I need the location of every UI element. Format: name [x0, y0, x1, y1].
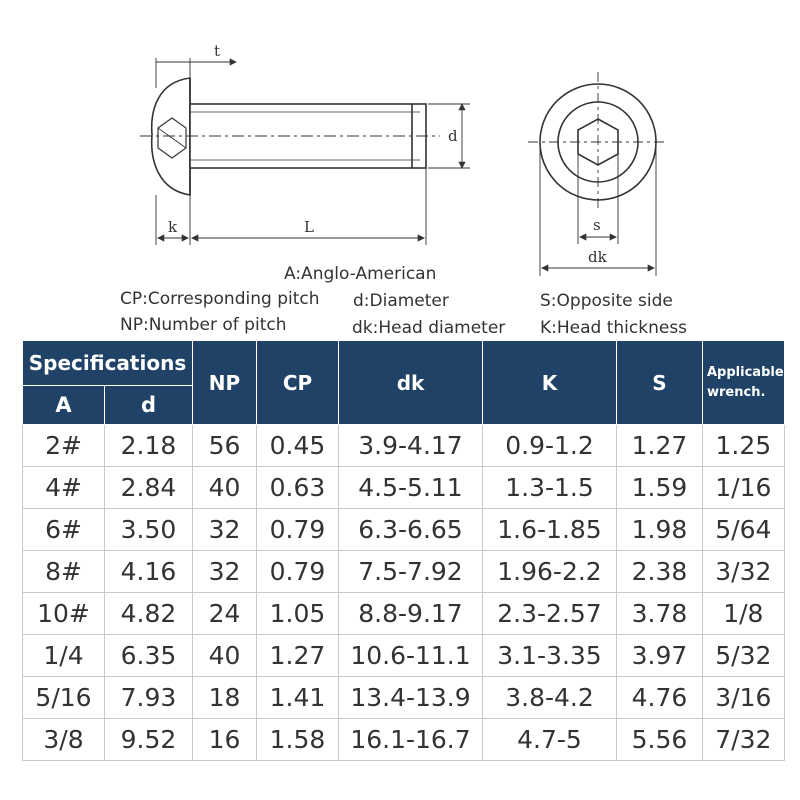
- cell-dk: 10.6-11.1: [339, 635, 483, 677]
- legend-head-thickness: K:Head thickness: [540, 318, 688, 338]
- cell-np: 40: [193, 635, 257, 677]
- cell-a: 6#: [23, 509, 105, 551]
- label-d: d: [448, 127, 458, 145]
- cell-k: 1.96-2.2: [483, 551, 617, 593]
- cell-s: 4.76: [617, 677, 703, 719]
- cell-cp: 1.27: [257, 635, 339, 677]
- cell-a: 1/4: [23, 635, 105, 677]
- cell-wrench: 5/32: [703, 635, 785, 677]
- cell-s: 2.38: [617, 551, 703, 593]
- cell-wrench: 5/64: [703, 509, 785, 551]
- cell-k: 1.6-1.85: [483, 509, 617, 551]
- cell-np: 18: [193, 677, 257, 719]
- spec-table: [22, 340, 785, 761]
- table-row: [23, 593, 785, 635]
- header-cp: CP: [257, 341, 339, 425]
- cell-dk: 8.8-9.17: [339, 593, 483, 635]
- header-applicable-wrench: Applicable wrench.: [703, 341, 785, 425]
- cell-cp: 0.45: [257, 425, 339, 467]
- cell-cp: 1.05: [257, 593, 339, 635]
- header-s: S: [617, 341, 703, 425]
- cell-s: 5.56: [617, 719, 703, 761]
- legend-diameter: d:Diameter: [353, 291, 449, 311]
- table-row: [23, 677, 785, 719]
- cell-s: 1.27: [617, 425, 703, 467]
- cell-k: 3.8-4.2: [483, 677, 617, 719]
- label-dk: dk: [588, 248, 607, 266]
- legend-corresponding-pitch: CP:Corresponding pitch: [120, 289, 320, 309]
- cell-dk: 16.1-16.7: [339, 719, 483, 761]
- header-k: K: [483, 341, 617, 425]
- cell-wrench: 3/32: [703, 551, 785, 593]
- table-row: [23, 719, 785, 761]
- cell-cp: 0.79: [257, 551, 339, 593]
- legend-number-of-pitch: NP:Number of pitch: [120, 315, 287, 335]
- label-t: t: [214, 42, 221, 60]
- table-row: [23, 467, 785, 509]
- cell-d: 6.35: [105, 635, 193, 677]
- legend-head-diameter: dk:Head diameter: [352, 318, 506, 338]
- cell-k: 1.3-1.5: [483, 467, 617, 509]
- header-dk: dk: [339, 341, 483, 425]
- cell-dk: 3.9-4.17: [339, 425, 483, 467]
- legend-anglo-american: A:Anglo-American: [284, 264, 437, 284]
- header-specifications: Specifications: [23, 341, 193, 386]
- cell-cp: 0.79: [257, 509, 339, 551]
- table-row: [23, 509, 785, 551]
- cell-k: 0.9-1.2: [483, 425, 617, 467]
- cell-d: 7.93: [105, 677, 193, 719]
- cell-np: 56: [193, 425, 257, 467]
- cell-a: 3/8: [23, 719, 105, 761]
- cell-cp: 1.58: [257, 719, 339, 761]
- screw-diagram: [0, 0, 800, 280]
- cell-dk: 6.3-6.65: [339, 509, 483, 551]
- cell-d: 4.82: [105, 593, 193, 635]
- cell-a: 2#: [23, 425, 105, 467]
- cell-np: 32: [193, 509, 257, 551]
- cell-np: 32: [193, 551, 257, 593]
- label-L: L: [304, 218, 314, 236]
- label-k: k: [168, 218, 178, 236]
- header-np: NP: [193, 341, 257, 425]
- cell-k: 3.1-3.35: [483, 635, 617, 677]
- cell-a: 10#: [23, 593, 105, 635]
- table-row: [23, 551, 785, 593]
- cell-s: 3.78: [617, 593, 703, 635]
- cell-cp: 1.41: [257, 677, 339, 719]
- table-row: [23, 425, 785, 467]
- cell-dk: 13.4-13.9: [339, 677, 483, 719]
- cell-wrench: 3/16: [703, 677, 785, 719]
- cell-d: 3.50: [105, 509, 193, 551]
- cell-k: 2.3-2.57: [483, 593, 617, 635]
- cell-np: 40: [193, 467, 257, 509]
- label-s: s: [593, 216, 601, 234]
- header-a: A: [23, 386, 105, 425]
- cell-s: 1.59: [617, 467, 703, 509]
- cell-d: 4.16: [105, 551, 193, 593]
- cell-a: 5/16: [23, 677, 105, 719]
- header-d: d: [105, 386, 193, 425]
- cell-wrench: 1/8: [703, 593, 785, 635]
- cell-np: 16: [193, 719, 257, 761]
- cell-k: 4.7-5: [483, 719, 617, 761]
- cell-s: 1.98: [617, 509, 703, 551]
- cell-s: 3.97: [617, 635, 703, 677]
- side-view-drawing: [140, 58, 470, 245]
- cell-np: 24: [193, 593, 257, 635]
- cell-a: 4#: [23, 467, 105, 509]
- cell-dk: 7.5-7.92: [339, 551, 483, 593]
- cell-d: 2.84: [105, 467, 193, 509]
- legend-opposite-side: S:Opposite side: [540, 291, 673, 311]
- cell-wrench: 1/16: [703, 467, 785, 509]
- cell-wrench: 7/32: [703, 719, 785, 761]
- cell-a: 8#: [23, 551, 105, 593]
- cell-dk: 4.5-5.11: [339, 467, 483, 509]
- cell-cp: 0.63: [257, 467, 339, 509]
- cell-wrench: 1.25: [703, 425, 785, 467]
- top-view-drawing: [528, 72, 668, 276]
- table-row: [23, 635, 785, 677]
- cell-d: 2.18: [105, 425, 193, 467]
- cell-d: 9.52: [105, 719, 193, 761]
